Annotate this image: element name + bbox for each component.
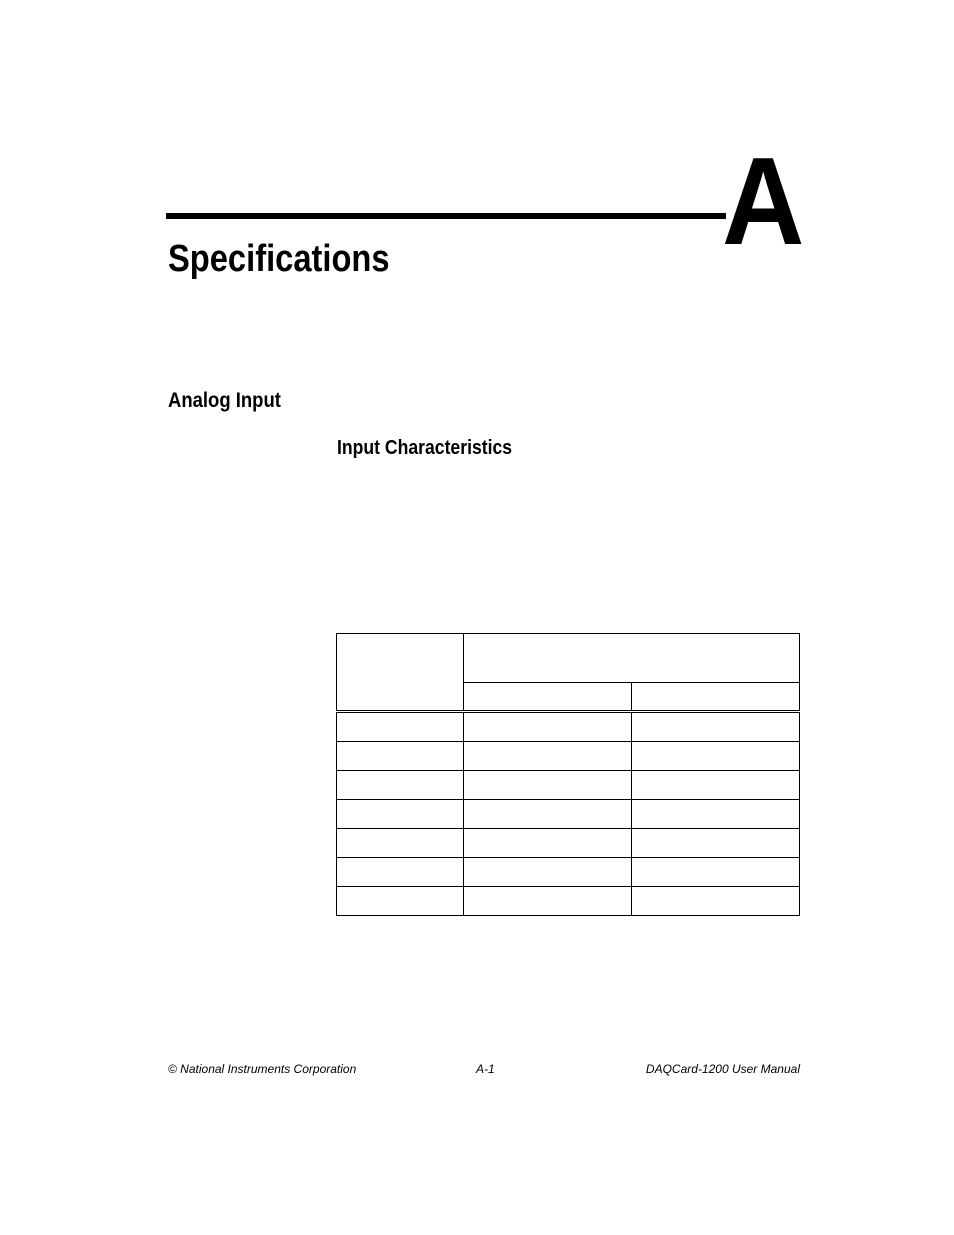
table-cell <box>631 712 799 742</box>
table-row <box>337 712 800 742</box>
table-cell <box>337 742 464 771</box>
table-header-row <box>337 634 800 683</box>
table-row <box>337 771 800 800</box>
table-cell <box>463 771 631 800</box>
table-row <box>337 829 800 858</box>
table-cell <box>337 858 464 887</box>
table-cell <box>631 887 799 916</box>
table-cell <box>463 712 631 742</box>
chapter-rule <box>166 213 726 219</box>
footer-manual-name: DAQCard-1200 User Manual <box>645 1062 800 1076</box>
subsection-heading-input-characteristics: Input Characteristics <box>337 437 513 459</box>
specifications-table <box>336 633 800 916</box>
table-cell <box>631 742 799 771</box>
table-header-cell <box>463 634 799 683</box>
footer-page-number: A-1 <box>476 1062 495 1076</box>
table-row <box>337 742 800 771</box>
table-cell <box>463 800 631 829</box>
table-cell <box>631 800 799 829</box>
table-cell <box>463 887 631 916</box>
table-cell <box>337 800 464 829</box>
table-cell <box>463 829 631 858</box>
table-header-cell <box>631 683 799 712</box>
table-cell <box>631 858 799 887</box>
table-row <box>337 858 800 887</box>
table-cell <box>337 771 464 800</box>
table-cell <box>337 829 464 858</box>
table-row <box>337 800 800 829</box>
table-row <box>337 887 800 916</box>
page-title: Specifications <box>168 238 390 280</box>
table-cell <box>463 742 631 771</box>
table-cell <box>337 887 464 916</box>
table-header-cell <box>463 683 631 712</box>
section-heading-analog-input: Analog Input <box>168 389 281 412</box>
footer-copyright: © National Instruments Corporation <box>168 1062 357 1076</box>
table-cell <box>631 771 799 800</box>
table-header-cell <box>337 634 464 712</box>
table-cell <box>337 712 464 742</box>
table-cell <box>631 829 799 858</box>
chapter-letter: A <box>722 133 805 271</box>
table-cell <box>463 858 631 887</box>
